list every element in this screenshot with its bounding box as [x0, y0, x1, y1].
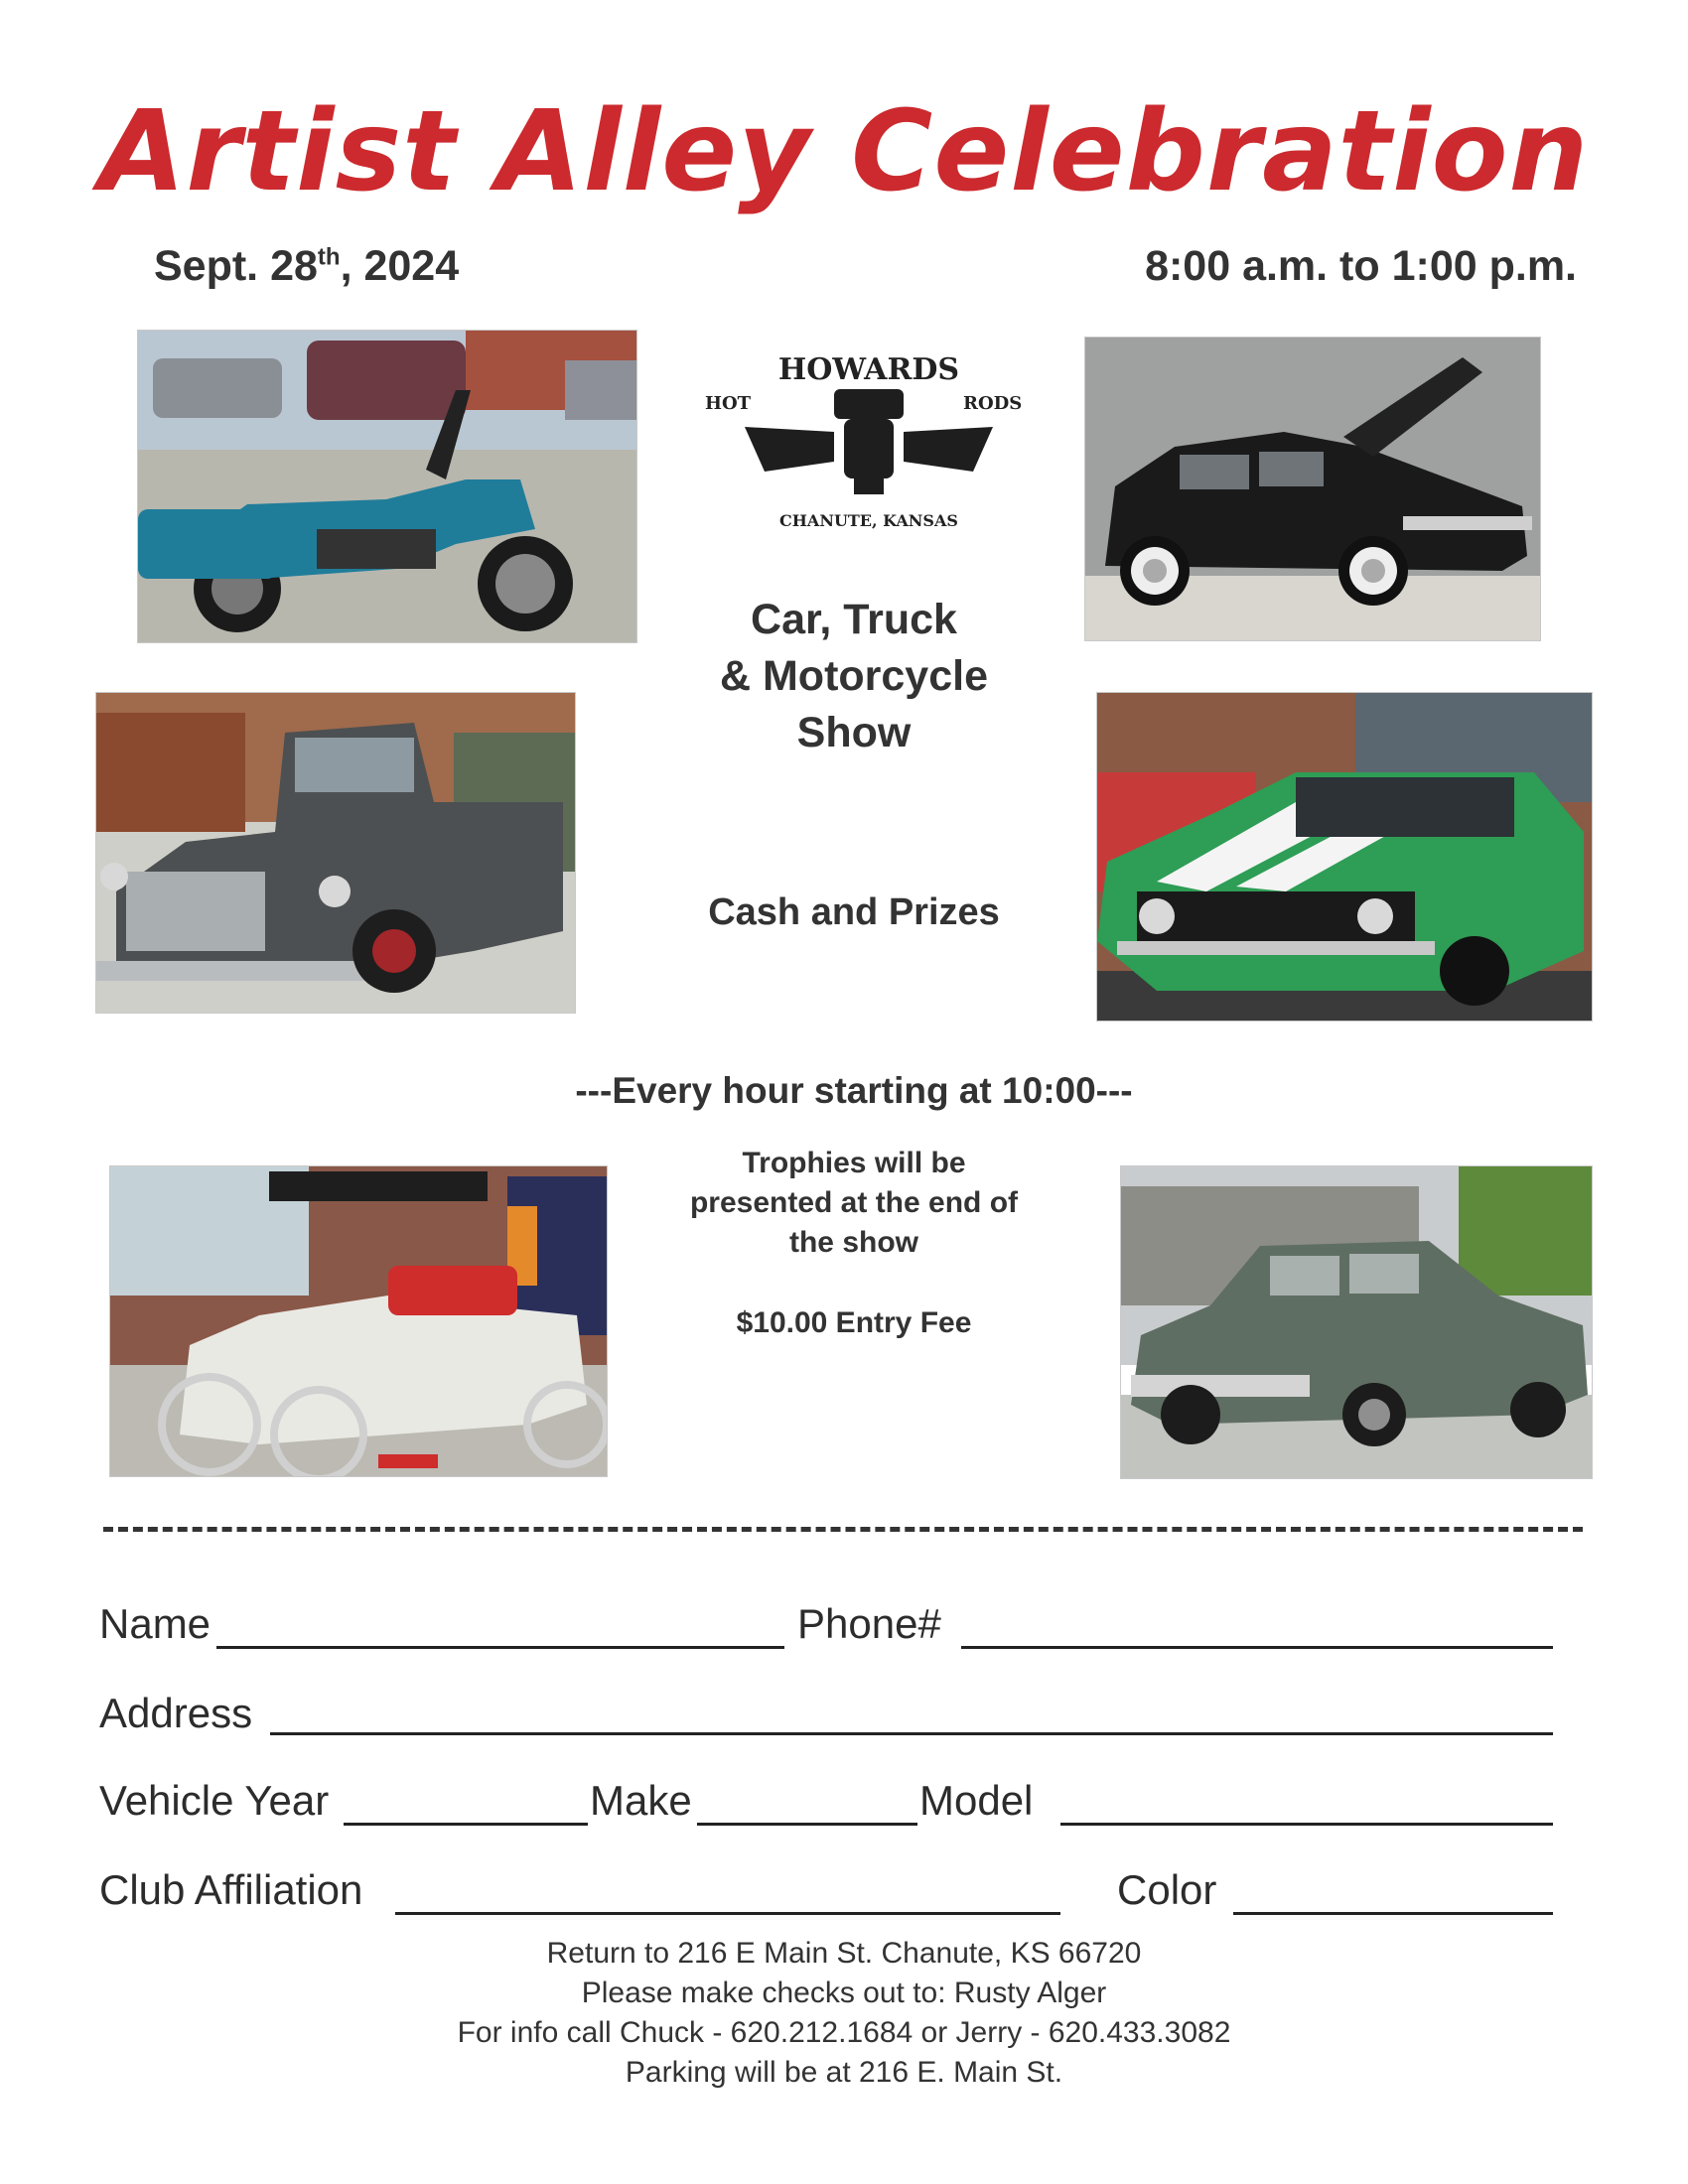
green-camaro-photo: [1096, 692, 1593, 1022]
return-address: Return to 216 E Main St. Chanute, KS 66720: [546, 1937, 1142, 1970]
logo-bottom-text: CHANUTE, KANSAS: [779, 511, 958, 530]
trophies-line-3: the show: [788, 1226, 918, 1259]
address-field[interactable]: [270, 1732, 1553, 1735]
logo-left-text: HOT: [705, 393, 752, 414]
cut-line-divider: [103, 1527, 1583, 1532]
show-line-1: Car, Truck: [751, 596, 957, 643]
name-label: Name: [99, 1600, 211, 1647]
show-line-2: & Motorcycle: [719, 652, 988, 700]
date-main: Sept. 28: [154, 242, 318, 290]
logo-right-text: RODS: [963, 393, 1023, 414]
event-date: [154, 242, 459, 291]
every-hour-note: ---Every hour starting at 10:00---: [575, 1070, 1133, 1111]
checks-payable: Please make checks out to: Rusty Alger: [581, 1977, 1107, 2009]
trophies-note: [635, 1144, 1072, 1263]
phone-label: Phone#: [797, 1600, 941, 1647]
show-line-3: Show: [796, 709, 912, 756]
contact-info: For info call Chuck - 620.212.1684 or Jerry - 620.433.3082: [457, 2016, 1231, 2049]
footer-info: [0, 1934, 1688, 2093]
page-title: Artist Alley Celebration: [98, 87, 1590, 216]
vehicle-year-label: Vehicle Year: [99, 1777, 330, 1824]
model-field[interactable]: [1060, 1823, 1553, 1826]
howards-hot-rods-logo: [685, 347, 1053, 536]
logo-top-text: HOWARDS: [777, 352, 960, 387]
antique-white-car-photo: [109, 1165, 608, 1477]
make-field[interactable]: [697, 1823, 917, 1826]
address-label: Address: [99, 1690, 253, 1736]
entry-fee: $10.00 Entry Fee: [736, 1306, 972, 1339]
color-label: Color: [1117, 1866, 1217, 1913]
event-time: 8:00 a.m. to 1:00 p.m.: [1145, 242, 1577, 290]
cash-and-prizes: Cash and Prizes: [708, 891, 1000, 933]
date-superscript: th: [317, 243, 341, 271]
model-label: Model: [919, 1777, 1034, 1824]
motorcycle-photo: [137, 330, 637, 643]
club-affiliation-label: Club Affiliation: [99, 1866, 363, 1913]
trophies-line-1: Trophies will be: [742, 1147, 966, 1179]
vehicle-year-field[interactable]: [344, 1823, 588, 1826]
parking-info: Parking will be at 216 E. Main St.: [625, 2056, 1063, 2089]
show-type: [635, 592, 1072, 761]
date-year: , 2024: [340, 242, 460, 290]
gray-pickup-truck-photo: [95, 692, 576, 1014]
phone-field[interactable]: [961, 1646, 1553, 1649]
pontiac-sedan-photo: [1120, 1165, 1593, 1479]
trophies-line-2: presented at the end of: [689, 1186, 1019, 1219]
engine-icon: [745, 389, 993, 494]
make-label: Make: [590, 1777, 692, 1824]
club-affiliation-field[interactable]: [395, 1912, 1060, 1915]
name-field[interactable]: [216, 1646, 784, 1649]
color-field[interactable]: [1233, 1912, 1553, 1915]
black-sedan-photo: [1084, 337, 1541, 641]
